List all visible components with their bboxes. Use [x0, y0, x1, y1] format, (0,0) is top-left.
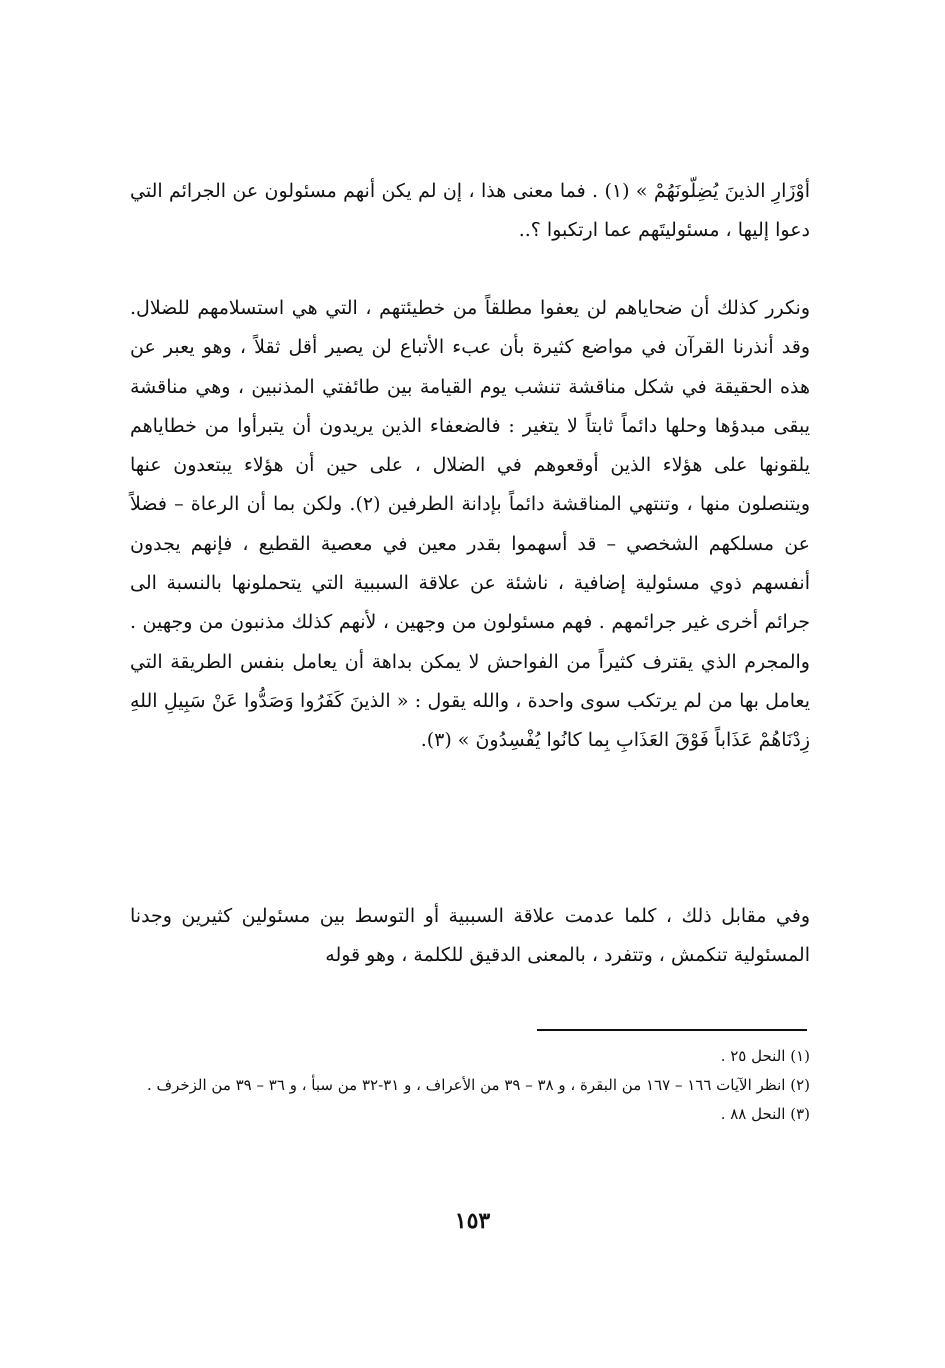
body-paragraph-1: أوْزَارِ الذينَ يُضِلّونَهُمْ » (١) . فما معنى هذا ، إن لم يكن أنهم مسئولون عن الجرائم التي دعوا إليها ، مسئوليتَهم عما ارتكبوا ؟.. — [130, 180, 811, 242]
footnote-3: (٣) النحل ٨٨ . — [720, 1105, 810, 1123]
page-number: ١٥٣ — [454, 1208, 491, 1234]
footnote-separator — [537, 1029, 807, 1031]
footnote-2: (٢) انظر الآيات ١٦٦ – ١٦٧ من البقرة ، و ٣٨ – ٣٩ من الأعراف ، و ٣١-٣٢ من سبأ ، و ٣٦ – ٣٩ من الزخرف . — [146, 1076, 810, 1094]
footnote-1: (١) النحل ٢٥ . — [720, 1047, 810, 1065]
body-paragraph-2: ونكرر كذلك أن ضحاياهم لن يعفوا مطلقاً من خطيئتهم ، التي هي استسلامهم للضلال. وقد أنذرنا القرآن في مواضع كثيرة بأن عبء الأتباع لن يصير أقل ثقلاً ، وهو يعبر عن هذه الحقيقة في شكل مناقشة تنشب يوم القيامة بين طائفتي المذنبين ، وهي مناقشة يبقى مبدؤها وحلها دائماً ثابتاً لا يتغير : فالضعفاء الذين يريدون أن يتبرأوا من خطاياهم يلقونها على هؤلاء الذين أوقعوهم في الضلال ، على حين أن هؤلاء يبتعدون عنها ويتنصلون منها ، وتنتهي المناقشة دائماً بإدانة الطرفين (٢). ولكن بما أن الرعاة – فضلاً عن مسلكهم الشخصي – قد أسهموا بقدر معين في معصية القطيع ، فإنهم يجدون أنفسهم ذوي مسئولية إضافية ، ناشئة عن علاقة السببية التي يتحملونها بالنسبة الى جرائم أخرى غير جرائمهم . فهم مسئولون من وجهين ، لأنهم كذلك مذنبون من وجهين . والمجرم الذي يقترف كثيراً من الفواحش لا يمكن بداهة أن يعامل بنفس الطريقة التي يعامل بها من لم يرتكب سوى واحدة ، والله يقول : « الذينَ كَفَرُوا وَصَدُّوا عَنْ سَبِيلِ اللهِ زِدْنَاهُمْ عَذَاباً فَوْقَ العَذَابِ بِما كانُوا يُفْسِدُونَ » (٣). — [130, 297, 810, 752]
footnotes — [130, 1042, 810, 1129]
body-paragraph-3: وفي مقابل ذلك ، كلما عدمت علاقة السببية أو التوسط بين مسئولين كثيرين وجدنا المسئولية تنكمش ، وتتفرد ، بالمعنى الدقيق للكلمة ، وهو قوله — [130, 905, 810, 967]
